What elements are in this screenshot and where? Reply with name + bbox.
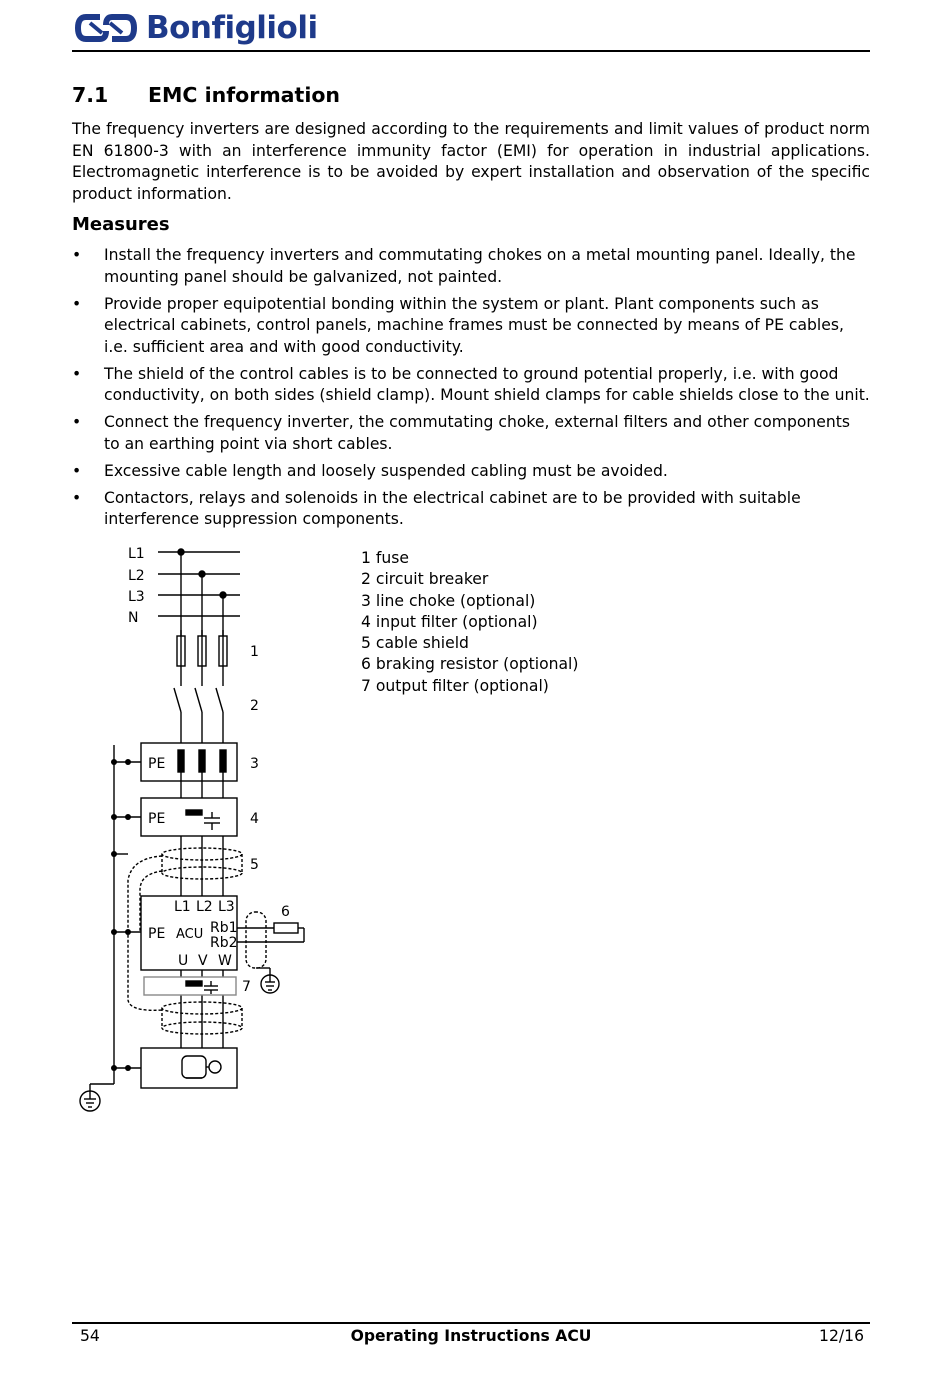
bullet-icon: • bbox=[72, 461, 82, 480]
bullet-icon: • bbox=[72, 246, 82, 264]
bullet-icon: • bbox=[72, 413, 82, 431]
marker-4: 4 bbox=[250, 811, 259, 827]
logo-mark-icon bbox=[72, 9, 140, 47]
output-filter bbox=[144, 970, 236, 1048]
footer-title: Operating Instructions ACU bbox=[350, 1327, 592, 1345]
marker-2: 2 bbox=[250, 698, 259, 714]
bullet-icon: • bbox=[72, 364, 82, 383]
bullet-icon: • bbox=[72, 488, 82, 507]
measures-heading: Measures bbox=[72, 214, 170, 235]
rb2-label: Rb2 bbox=[210, 935, 238, 951]
pe-rail bbox=[90, 745, 141, 1092]
marker-5: 5 bbox=[250, 857, 259, 873]
marker-3: 3 bbox=[250, 756, 259, 772]
line-label-l3: L3 bbox=[128, 589, 145, 605]
intro-paragraph: The frequency inverters are designed according to the requirements and limit values of product norm EN 61800-3 with an interference immunity factor (EMI) for operation in industrial applications. Electromagnetic interference is to be avoided by expert installation and observation of the specific product information. bbox=[72, 120, 870, 203]
line-label-l2: L2 bbox=[128, 568, 145, 584]
list-item: • Connect the frequency inverter, the commutating choke, external filters and other components to an earthing point via short cables. bbox=[72, 413, 851, 453]
acu-label: ACU bbox=[176, 927, 204, 942]
fuses bbox=[177, 630, 227, 672]
ground-icon bbox=[80, 1091, 100, 1111]
output-v-label: V bbox=[198, 953, 208, 969]
acu-input-l3: L3 bbox=[218, 899, 235, 915]
brand-logo bbox=[72, 8, 318, 48]
output-u-label: U bbox=[178, 953, 189, 969]
filter-pe-label: PE bbox=[148, 811, 166, 827]
legend-item: 7 output filter (optional) bbox=[361, 676, 549, 695]
rb1-label: Rb1 bbox=[210, 920, 238, 936]
diagram-legend bbox=[361, 548, 578, 697]
bullet-icon: • bbox=[72, 294, 82, 313]
section-heading bbox=[72, 83, 340, 107]
acu-input-l1: L1 bbox=[174, 899, 191, 915]
output-w-label: W bbox=[218, 953, 232, 969]
circuit-breaker bbox=[174, 672, 223, 743]
legend-item: 4 input filter (optional) bbox=[361, 612, 538, 631]
section-number: 7.1 bbox=[72, 83, 109, 107]
supply-lines bbox=[158, 552, 240, 616]
measures-list bbox=[72, 245, 870, 536]
marker-7: 7 bbox=[242, 979, 251, 995]
page-footer bbox=[72, 1322, 870, 1350]
legend-item: 6 braking resistor (optional) bbox=[361, 655, 579, 674]
list-item: • The shield of the control cables is to be connected to ground potential properly, i.e. with good conductivity, on both sides (shield clamp). Mount shield clamps for cable shields close to the unit. bbox=[72, 364, 870, 404]
line-label-n: N bbox=[128, 610, 139, 626]
list-item: • Provide proper equipotential bonding within the system or plant. Plant components such as electrical cabinets, control panels, machine frames must be connected by means of PE cables, i.e. sufficient area and with good conductivity. bbox=[72, 294, 844, 356]
footer-date: 12/16 bbox=[819, 1327, 864, 1345]
choke-pe-label: PE bbox=[148, 756, 166, 772]
emc-wiring-diagram bbox=[70, 540, 320, 1120]
list-item: • Excessive cable length and loosely suspended cabling must be avoided. bbox=[72, 461, 870, 483]
marker-6: 6 bbox=[281, 904, 290, 920]
brand-name: Bonfiglioli bbox=[146, 10, 318, 46]
marker-1: 1 bbox=[250, 644, 259, 660]
line-label-l1: L1 bbox=[128, 546, 145, 562]
list-item: • Install the frequency inverters and commutating chokes on a metal mounting panel. Ideally, the mounting panel should be galvanized, not painted. bbox=[72, 246, 856, 286]
legend-item: 5 cable shield bbox=[361, 634, 469, 653]
acu-pe-label: PE bbox=[148, 926, 166, 942]
motor bbox=[141, 1048, 237, 1088]
page-header bbox=[72, 8, 870, 52]
legend-item: 1 fuse bbox=[361, 549, 409, 567]
list-item: • Contactors, relays and solenoids in the electrical cabinet are to be provided with suitable interference suppression components. bbox=[72, 488, 801, 528]
legend-item: 3 line choke (optional) bbox=[361, 591, 536, 610]
legend-item: 2 circuit breaker bbox=[361, 570, 489, 589]
acu-input-l2: L2 bbox=[196, 899, 213, 915]
section-title: EMC information bbox=[148, 83, 341, 107]
page-number: 54 bbox=[80, 1327, 100, 1345]
